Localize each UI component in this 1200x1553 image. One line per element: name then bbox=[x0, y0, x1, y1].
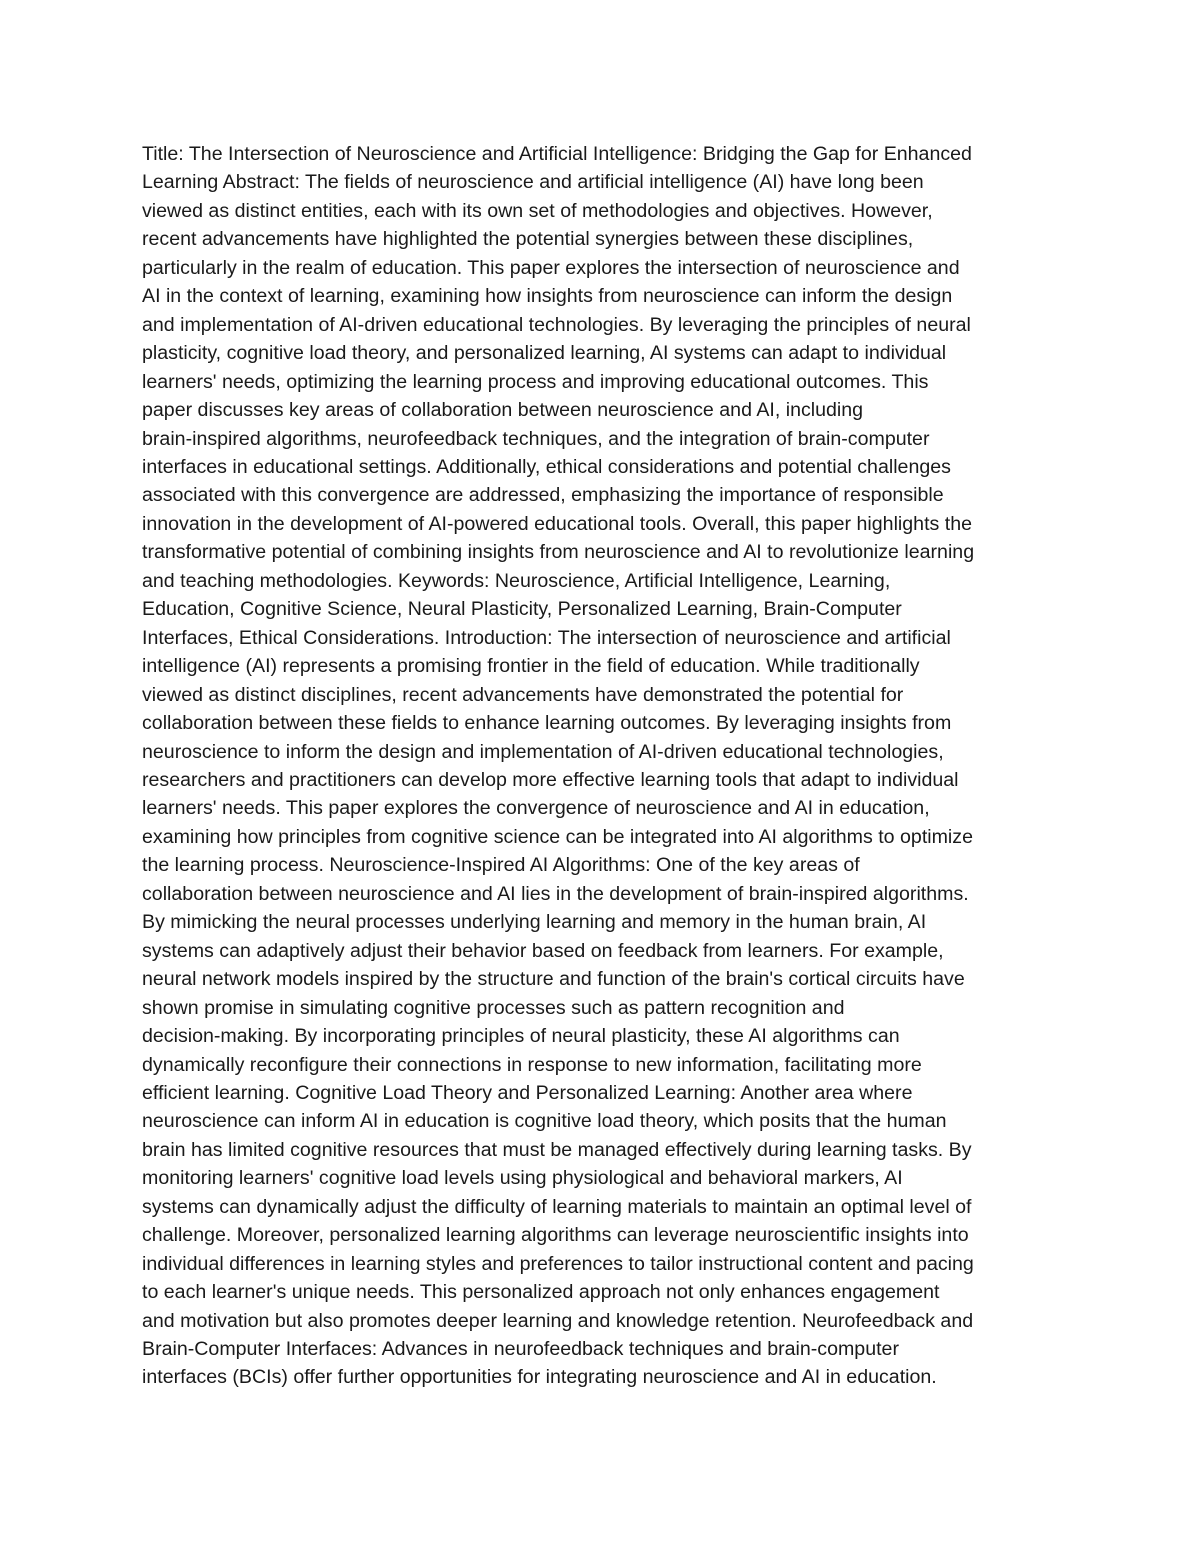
text-line: paper discusses key areas of collaboration between neuroscience and AI, including bbox=[142, 399, 864, 422]
text-line: Learning Abstract: The fields of neuroscience and artificial intelligence (AI) have long been bbox=[142, 171, 924, 194]
text-line: collaboration between neuroscience and AI lies in the development of brain-inspired algorithms. bbox=[142, 882, 969, 905]
text-line: brain-inspired algorithms, neurofeedback techniques, and the integration of brain-computer bbox=[142, 427, 930, 450]
text-line: viewed as distinct disciplines, recent advancements have demonstrated the potential for bbox=[142, 683, 904, 706]
text-line: researchers and practitioners can develop more effective learning tools that adapt to individual bbox=[142, 768, 959, 791]
text-line: the learning process. Neuroscience-Inspired AI Algorithms: One of the key areas of bbox=[142, 854, 860, 877]
text-line: viewed as distinct entities, each with its own set of methodologies and objectives. However, bbox=[142, 199, 933, 222]
text-line: interfaces (BCIs) offer further opportunities for integrating neuroscience and AI in education. bbox=[142, 1366, 937, 1389]
text-line: innovation in the development of AI-powered educational tools. Overall, this paper highlights the bbox=[142, 512, 972, 535]
text-line: interfaces in educational settings. Additionally, ethical considerations and potential challenges bbox=[142, 455, 951, 478]
text-line: and teaching methodologies. Keywords: Neuroscience, Artificial Intelligence, Learning, bbox=[142, 569, 891, 592]
text-line: monitoring learners' cognitive load levels using physiological and behavioral markers, AI bbox=[142, 1167, 903, 1190]
text-line: associated with this convergence are addressed, emphasizing the importance of responsible bbox=[142, 484, 944, 507]
text-line: neural network models inspired by the structure and function of the brain's cortical circuits have bbox=[142, 968, 965, 991]
text-line: particularly in the realm of education. This paper explores the intersection of neuroscience and bbox=[142, 256, 960, 279]
text-line: neuroscience to inform the design and implementation of AI-driven educational technologies, bbox=[142, 740, 944, 763]
text-line: and implementation of AI-driven educational technologies. By leveraging the principles of neural bbox=[142, 313, 971, 336]
text-line: AI in the context of learning, examining how insights from neuroscience can inform the design bbox=[142, 285, 953, 308]
body-text bbox=[142, 140, 1072, 1392]
text-line: individual differences in learning styles and preferences to tailor instructional content and pacing bbox=[142, 1252, 974, 1275]
text-line: examining how principles from cognitive science can be integrated into AI algorithms to optimize bbox=[142, 825, 973, 848]
text-line: Title: The Intersection of Neuroscience and Artificial Intelligence: Bridging the Gap for Enhanced bbox=[142, 143, 972, 165]
text-line: systems can adaptively adjust their behavior based on feedback from learners. For example, bbox=[142, 939, 944, 962]
text-line: decision-making. By incorporating principles of neural plasticity, these AI algorithms can bbox=[142, 1025, 900, 1048]
text-line: challenge. Moreover, personalized learning algorithms can leverage neuroscientific insights into bbox=[142, 1224, 969, 1247]
text-line: intelligence (AI) represents a promising frontier in the field of education. While traditionally bbox=[142, 655, 920, 678]
text-line: to each learner's unique needs. This personalized approach not only enhances engagement bbox=[142, 1281, 940, 1304]
text-line: dynamically reconfigure their connections in response to new information, facilitating more bbox=[142, 1053, 922, 1076]
text-line: plasticity, cognitive load theory, and personalized learning, AI systems can adapt to individual bbox=[142, 342, 947, 365]
text-line: learners' needs. This paper explores the convergence of neuroscience and AI in education, bbox=[142, 797, 930, 820]
text-line: and motivation but also promotes deeper learning and knowledge retention. Neurofeedback and bbox=[142, 1309, 974, 1332]
text-line: learners' needs, optimizing the learning process and improving educational outcomes. This bbox=[142, 370, 929, 393]
text-line: Brain-Computer Interfaces: Advances in neurofeedback techniques and brain-computer bbox=[142, 1338, 899, 1361]
text-line: Interfaces, Ethical Considerations. Introduction: The intersection of neuroscience and artificial bbox=[142, 626, 951, 649]
text-line: brain has limited cognitive resources that must be managed effectively during learning tasks. By bbox=[142, 1138, 972, 1161]
text-line: Education, Cognitive Science, Neural Plasticity, Personalized Learning, Brain-Computer bbox=[142, 598, 902, 621]
text-line: systems can dynamically adjust the difficulty of learning materials to maintain an optimal level of bbox=[142, 1195, 972, 1218]
text-line: neuroscience can inform AI in education is cognitive load theory, which posits that the human bbox=[142, 1110, 947, 1133]
text-line: recent advancements have highlighted the potential synergies between these disciplines, bbox=[142, 228, 914, 251]
text-line: efficient learning. Cognitive Load Theory and Personalized Learning: Another area where bbox=[142, 1081, 913, 1104]
text-line: collaboration between these fields to enhance learning outcomes. By leveraging insights from bbox=[142, 712, 952, 735]
text-line: shown promise in simulating cognitive processes such as pattern recognition and bbox=[142, 996, 845, 1019]
text-line: transformative potential of combining insights from neuroscience and AI to revolutionize learning bbox=[142, 541, 975, 564]
text-line: By mimicking the neural processes underlying learning and memory in the human brain, AI bbox=[142, 911, 927, 934]
